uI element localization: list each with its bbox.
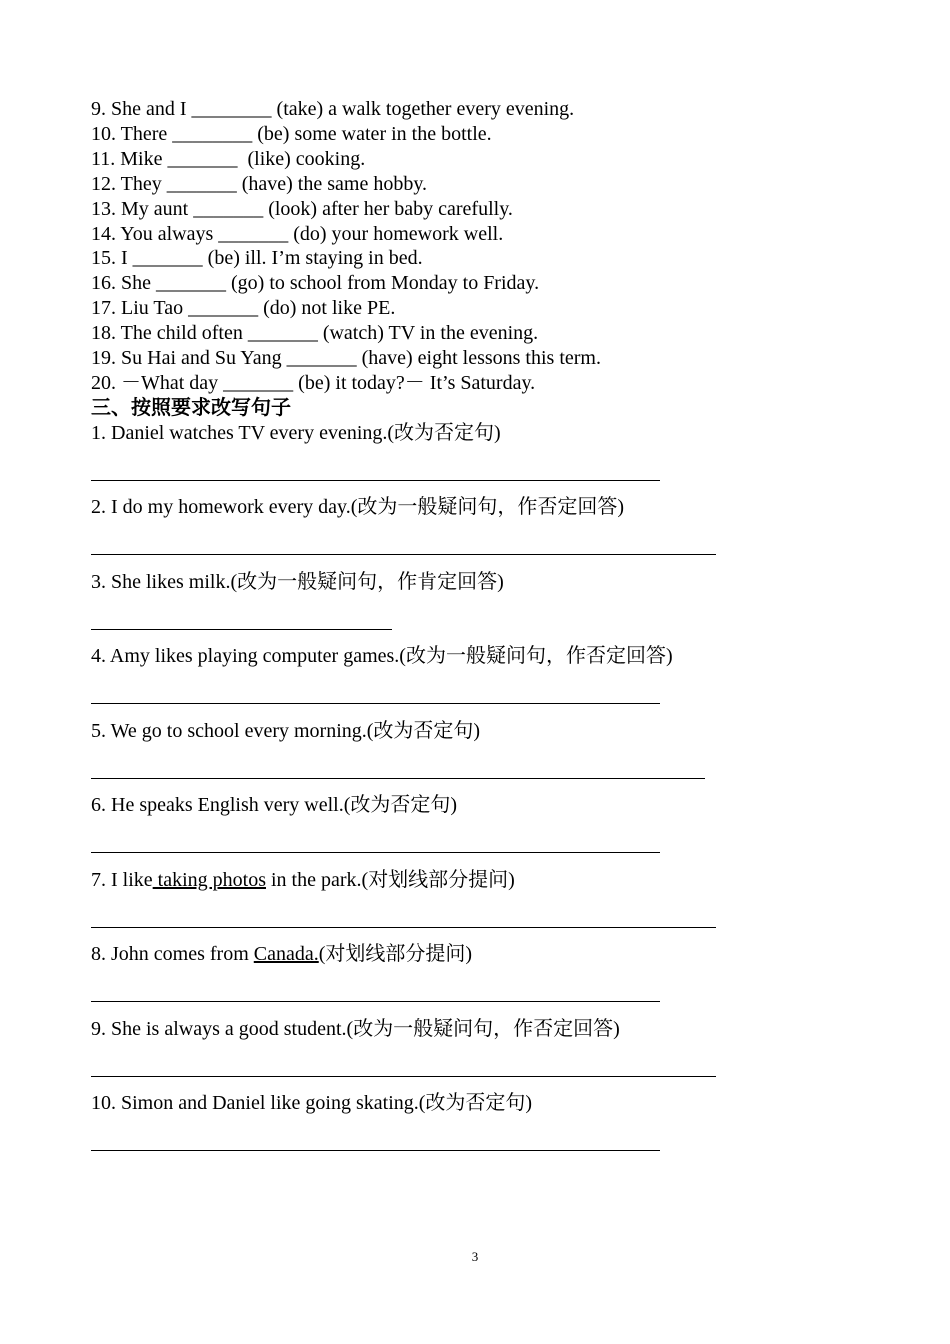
rewrite-item-2: 2. I do my homework every day.(改为一般疑问句，作否定回答) — [91, 496, 625, 518]
answer-line-10[interactable] — [91, 1150, 660, 1151]
fill-item-10: 10. There ________ (be) some water in the bottle. — [91, 122, 492, 145]
rewrite-item-7-prefix: 7. I like — [91, 869, 153, 891]
fill-in-blank-list — [91, 97, 891, 396]
underlined-phrase: taking photos — [152, 869, 266, 891]
fill-item-17: 17. Liu Tao _______ (do) not like PE. — [91, 297, 396, 320]
fill-item-12: 12. They _______ (have) the same hobby. — [91, 172, 428, 195]
rewrite-item-1: 1. Daniel watches TV every evening.(改为否定句) — [91, 422, 501, 444]
rewrite-item-5: 5. We go to school every morning.(改为否定句) — [91, 720, 481, 742]
answer-line-2[interactable] — [91, 554, 716, 555]
fill-item-18: 18. The child often _______ (watch) TV in the evening. — [91, 322, 539, 345]
answer-line-7[interactable] — [91, 927, 716, 928]
fill-item-19: 19. Su Hai and Su Yang _______ (have) eight lessons this term. — [91, 347, 601, 370]
answer-line-4[interactable] — [91, 703, 660, 704]
page-number: 3 — [471, 1249, 479, 1264]
rewrite-item-4: 4. Amy likes playing computer games.(改为一般疑问句，作否定回答) — [91, 645, 673, 667]
rewrite-item-3: 3. She likes milk.(改为一般疑问句，作肯定回答) — [91, 571, 504, 593]
underlined-phrase: Canada. — [253, 943, 319, 965]
fill-item-9: 9. She and I ________ (take) a walk together every evening. — [91, 98, 575, 120]
rewrite-item-10: 10. Simon and Daniel like going skating.(改为否定句) — [91, 1092, 533, 1114]
rewrite-item-7 — [91, 868, 515, 893]
rewrite-item-7-suffix: in the park.(对划线部分提问) — [266, 869, 515, 891]
answer-line-6[interactable] — [91, 852, 660, 853]
fill-item-11: 11. Mike _______ (like) cooking. — [91, 147, 366, 170]
rewrite-item-6: 6. He speaks English very well.(改为否定句) — [91, 794, 458, 816]
fill-item-16: 16. She _______ (go) to school from Monday to Friday. — [91, 272, 540, 295]
section-heading: 三、按照要求改写句子 — [91, 397, 291, 419]
rewrite-item-8-suffix: (对划线部分提问) — [318, 943, 473, 965]
rewrite-item-9: 9. She is always a good student.(改为一般疑问句，作否定回答) — [91, 1018, 620, 1040]
fill-item-15: 15. I _______ (be) ill. I’m staying in bed. — [91, 247, 423, 270]
fill-item-13: 13. My aunt _______ (look) after her baby carefully. — [91, 197, 513, 220]
answer-line-9[interactable] — [91, 1076, 716, 1077]
answer-line-3[interactable] — [91, 629, 392, 630]
rewrite-item-8-prefix: 8. John comes from — [91, 943, 254, 965]
answer-line-5[interactable] — [91, 778, 705, 779]
answer-line-8[interactable] — [91, 1001, 660, 1002]
rewrite-item-8 — [91, 942, 472, 967]
fill-item-20: 20. －What day _______ (be) it today?－ It’s Saturday. — [91, 371, 536, 394]
answer-line-1[interactable] — [91, 480, 660, 481]
fill-item-14: 14. You always _______ (do) your homework well. — [91, 222, 504, 245]
